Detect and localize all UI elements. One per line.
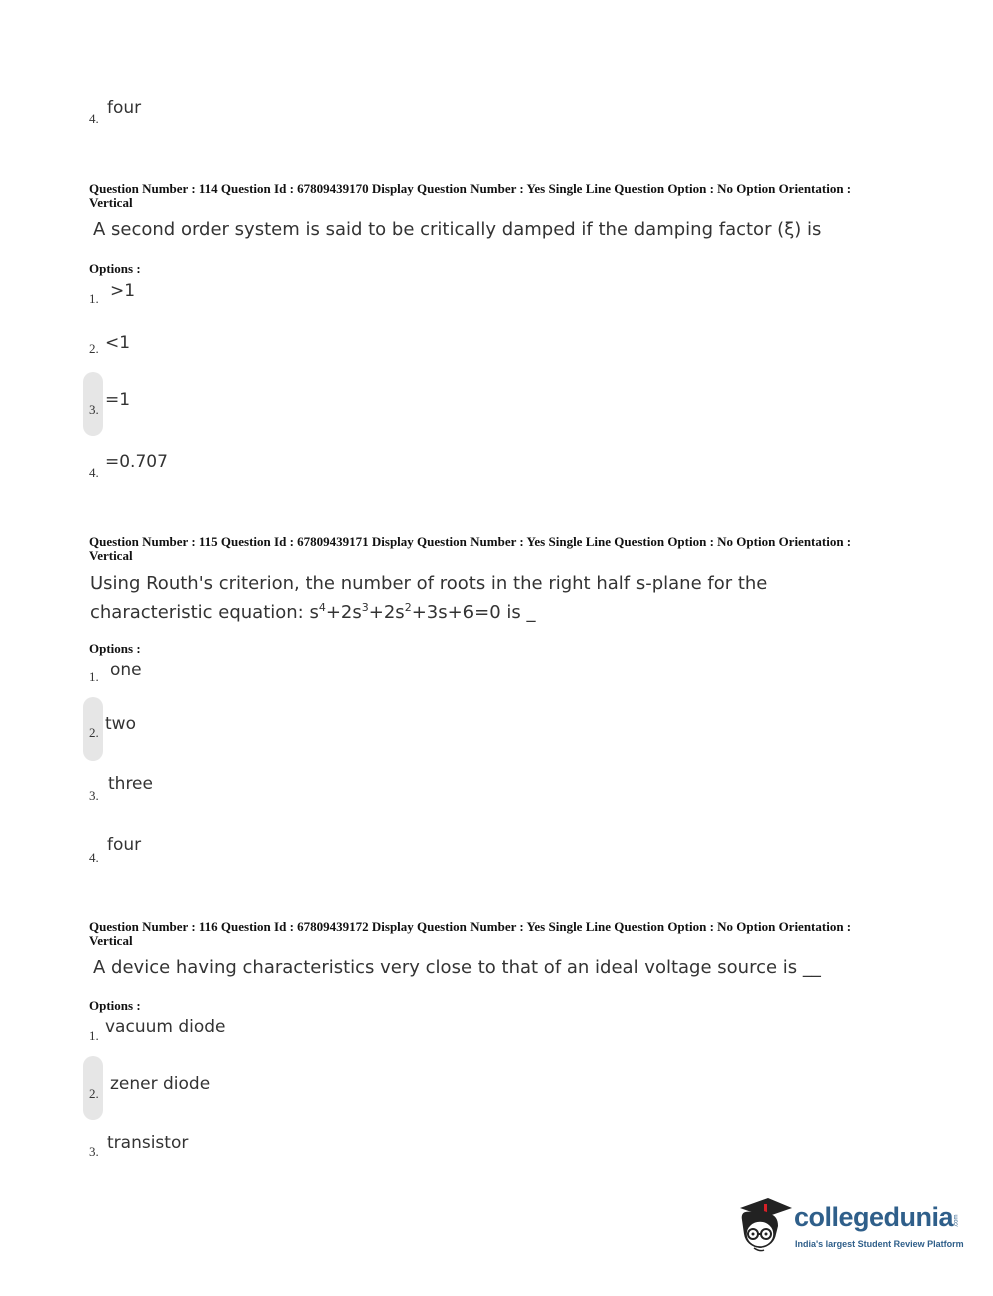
logo-wordmark: collegedunia xyxy=(794,1202,954,1232)
option-text: >1 xyxy=(110,281,136,301)
options-label: Options : xyxy=(89,998,141,1013)
option-number: 4. xyxy=(89,850,99,865)
option-number: 4. xyxy=(89,465,99,480)
option-text: =0.707 xyxy=(105,452,168,472)
question-meta-114: Question Number : 114 Question Id : 67809439170 Display Question Number : Yes Single Line Question Option : No Option Orientation : Vertical xyxy=(89,181,852,210)
mascot-icon xyxy=(734,1190,792,1256)
option-text: transistor xyxy=(107,1133,189,1153)
option-number: 2. xyxy=(89,725,99,740)
option-number: 3. xyxy=(89,402,99,417)
collegedunia-logo xyxy=(734,1190,964,1260)
question-text-116: A device having characteristics very close to that of an ideal voltage source is __ xyxy=(93,957,821,978)
option-text: three xyxy=(108,774,153,794)
option-number: 1. xyxy=(89,291,99,306)
question-text-115: Using Routh's criterion, the number of roots in the right half s-plane for the characteristic equation: $s^4+2s^3+2s^2+3s+6=0$ is _ xyxy=(90,573,768,623)
option-number: 3. xyxy=(89,1144,99,1159)
option-number: 2. xyxy=(89,1086,99,1101)
options-label: Options : xyxy=(89,261,141,276)
question-meta-115: Question Number : 115 Question Id : 67809439171 Display Question Number : Yes Single Line Question Option : No Option Orientation : Vertical xyxy=(89,534,852,563)
option-text: four xyxy=(107,835,142,855)
question-meta-116: Question Number : 116 Question Id : 67809439172 Display Question Number : Yes Single Line Question Option : No Option Orientation : Vertical xyxy=(89,919,852,948)
option-text: <1 xyxy=(105,333,131,353)
option-text: four xyxy=(107,98,142,118)
option-text: =1 xyxy=(105,390,131,410)
option-text: one xyxy=(110,660,142,680)
option-text: vacuum diode xyxy=(105,1017,226,1037)
option-text: two xyxy=(105,714,136,734)
option-number: 1. xyxy=(89,669,99,684)
option-number: 2. xyxy=(89,341,99,356)
question-text-114: A second order system is said to be critically damped if the damping factor (ξ) is xyxy=(93,219,822,240)
option-number: 3. xyxy=(89,788,99,803)
logo-domain: .com xyxy=(953,1214,960,1228)
option-number: 1. xyxy=(89,1028,99,1043)
option-text: zener diode xyxy=(110,1074,211,1094)
options-label: Options : xyxy=(89,641,141,656)
logo-tagline: India's largest Student Review Platform xyxy=(795,1239,964,1249)
option-number: 4. xyxy=(89,111,99,126)
